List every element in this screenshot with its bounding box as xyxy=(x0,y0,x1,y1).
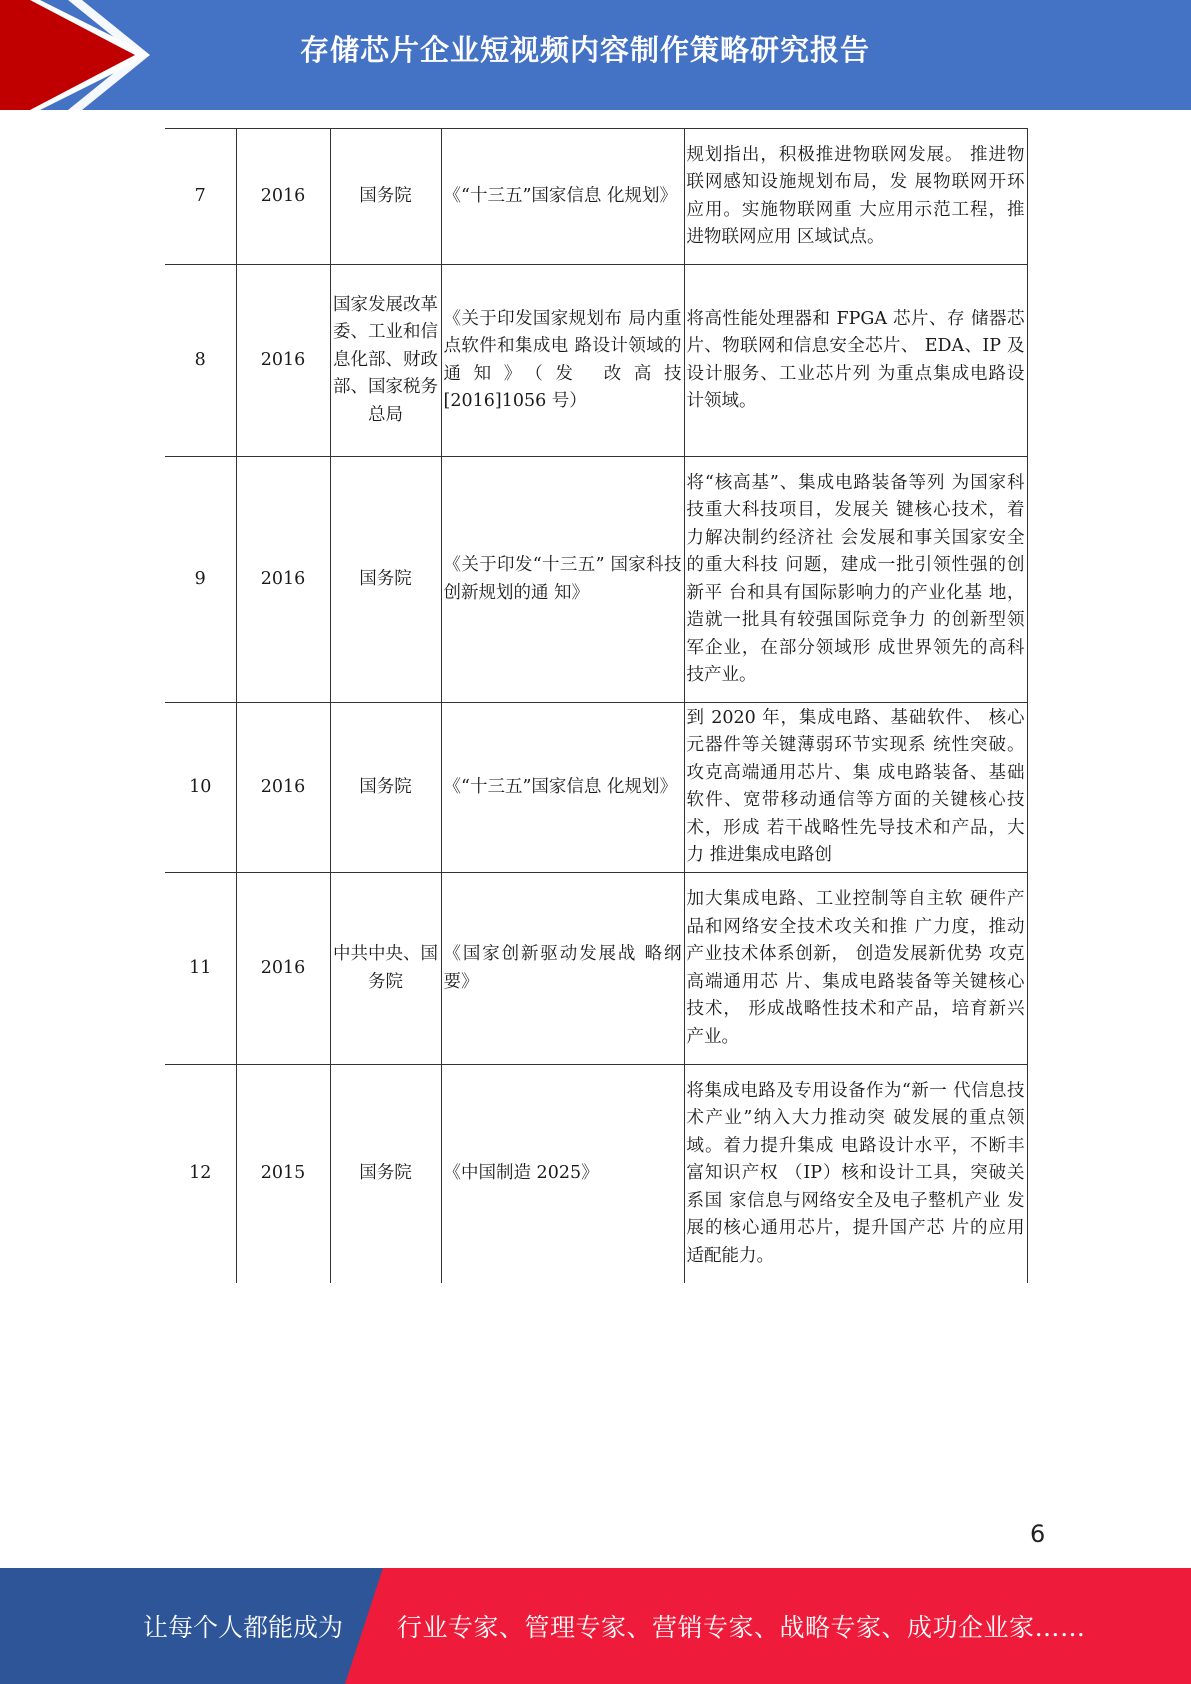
table-row xyxy=(165,703,1027,873)
table-row xyxy=(165,457,1027,703)
row-organization: 国务院 xyxy=(330,1065,441,1283)
row-number: 10 xyxy=(189,776,212,797)
row-organization: 国家发展改革委、工业和信息化部、财政部、国家税务总局 xyxy=(330,265,441,457)
row-organization: 国务院 xyxy=(330,703,441,873)
table-row xyxy=(165,265,1027,457)
row-document: 《关于印发“十三五” 国家科技创新规划的通 知》 xyxy=(441,457,684,703)
row-content: 加大集成电路、工业控制等自主软 硬件产品和网络安全技术攻关和推 广力度，推动产业技术体系创新， 创造发展新优势 攻克高端通用芯 片、集成电路装备等关键核心技术， 形成战略性技术和产品，培育新兴 产业。 xyxy=(684,873,1027,1065)
policy-table xyxy=(165,128,1028,1283)
table-row xyxy=(165,129,1027,265)
table-row xyxy=(165,1065,1027,1283)
row-year: 2016 xyxy=(236,703,330,873)
row-document: 《中国制造 2025》 xyxy=(441,1065,684,1283)
row-document: 《“十三五”国家信息 化规划》 xyxy=(441,129,684,265)
footer-slogan-left: 让每个人都能成为 xyxy=(143,1613,344,1642)
page-number: 6 xyxy=(1030,1520,1046,1548)
row-content xyxy=(684,703,1027,873)
row-organization: 中共中央、国务院 xyxy=(330,873,441,1065)
table-row xyxy=(165,873,1027,1065)
row-content: 将“核高基”、集成电路装备等列 为国家科技重大科技项目，发展关 键核心技术，着力解决制约经济社 会发展和事关国家安全的重大科技 问题，建成一批引领性强的创新平 台和具有国际影响力的产业化基 地，造就一批具有较强国际竞争力 的创新型领军企业，在部分领域形 成世界领先的高科技产业。 xyxy=(684,457,1027,703)
row-number: 12 xyxy=(189,1163,212,1183)
row-year: 2016 xyxy=(236,129,330,265)
row-content-text: 到 2020 年，集成电路、基础软件、 核心元器件等关键薄弱环节实现系 统性突破。攻克高端通用芯片、集 成电路装备、基础软件、宽带移动通信等方面的关键核心技术，形成 若干战略性先导技术和产品，大力 推进集成电路创 xyxy=(686,707,1025,865)
row-organization: 国务院 xyxy=(330,129,441,265)
footer-slogan-right: 行业专家、管理专家、营销专家、战略专家、成功企业家…… xyxy=(397,1613,1086,1642)
row-year: 2015 xyxy=(236,1065,330,1283)
row-number: 7 xyxy=(194,185,206,206)
page-footer xyxy=(0,1568,1191,1684)
row-document: 《“十三五”国家信息 化规划》 xyxy=(441,703,684,873)
row-year: 2016 xyxy=(236,265,330,457)
row-number: 8 xyxy=(194,349,206,370)
row-organization: 国务院 xyxy=(330,457,441,703)
page-header xyxy=(0,0,1191,110)
row-number: 9 xyxy=(194,568,206,589)
row-document: 《国家创新驱动发展战 略纲要》 xyxy=(441,873,684,1065)
row-content: 规划指出，积极推进物联网发展。 推进物联网感知设施规划布局，发 展物联网开环应用。实施物联网重 大应用示范工程，推进物联网应用 区域试点。 xyxy=(684,129,1027,265)
row-number: 11 xyxy=(189,957,212,978)
row-year: 2016 xyxy=(236,457,330,703)
row-document: 《关于印发国家规划布 局内重点软件和集成电 路设计领域的通知》（发 改高技[2016]1056 号） xyxy=(441,265,684,457)
row-content: 将高性能处理器和 FPGA 芯片、存 储器芯片、物联网和信息安全芯片、 EDA、IP 及设计服务、工业芯片列 为重点集成电路设计领域。 xyxy=(684,265,1027,457)
row-year: 2016 xyxy=(236,873,330,1065)
report-title: 存储芯片企业短视频内容制作策略研究报告 xyxy=(300,33,871,67)
row-content: 将集成电路及专用设备作为“新一 代信息技术产业”纳入大力推动突 破发展的重点领域。着力提升集成 电路设计水平，不断丰富知识产权 （IP）核和设计工具，突破关系国 家信息与网络安全及电子整机产业 发展的核心通用芯片，提升国产芯 片的应用适配能力。 xyxy=(684,1065,1027,1283)
